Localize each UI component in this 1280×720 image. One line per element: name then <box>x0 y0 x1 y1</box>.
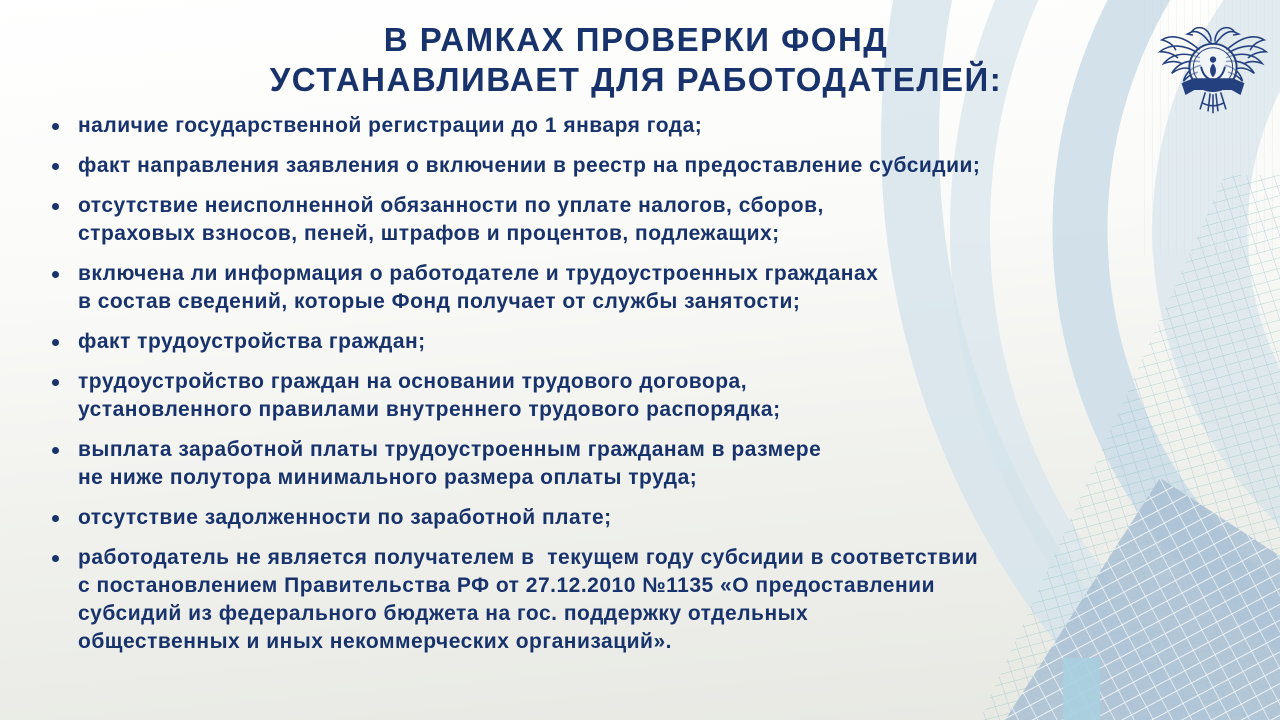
bullet-line: факт трудоустройства граждан; <box>78 330 426 353</box>
light-blue-bar <box>1063 658 1100 720</box>
bullet-line: отсутствие неисполненной обязанности по уплате налогов, сборов, <box>78 194 824 217</box>
bullet-line: трудоустройство граждан на основании трудового договора, <box>78 370 748 393</box>
bullet-line: выплата заработной платы трудоустроенным гражданам в размере <box>78 438 822 461</box>
bullet-line: отсутствие задолженности по заработной плате; <box>78 506 612 529</box>
bullet-line: включена ли информация о работодателе и трудоустроенных гражданах <box>78 262 879 285</box>
bullet-dot <box>52 163 59 170</box>
list-item <box>52 192 980 248</box>
list-item <box>52 544 980 656</box>
bullet-dot <box>52 203 59 210</box>
bullet-list <box>52 112 980 668</box>
list-item <box>52 152 980 180</box>
bullet-dot <box>52 515 59 522</box>
list-item <box>52 504 980 532</box>
bullet-line: не ниже полутора минимального размера оплаты труда; <box>78 466 698 489</box>
slide-title <box>16 20 1256 99</box>
bullet-dot <box>52 339 59 346</box>
bullet-line: установленного правилами внутреннего трудового распорядка; <box>78 398 781 421</box>
bullet-line: с постановлением Правительства РФ от 27.12.2010 №1135 «О предоставлении <box>78 574 935 597</box>
bullet-line: субсидий из федерального бюджета на гос. поддержку отдельных <box>78 602 809 625</box>
bullet-line: страховых взносов, пеней, штрафов и процентов, подлежащих; <box>78 222 780 245</box>
bullet-dot <box>52 271 59 278</box>
list-item <box>52 260 980 316</box>
list-item <box>52 112 980 140</box>
slide-title-line: В РАМКАХ ПРОВЕРКИ ФОНД <box>383 21 889 58</box>
bullet-dot <box>52 123 59 130</box>
slide-title-line: УСТАНАВЛИВАЕТ ДЛЯ РАБОТОДАТЕЛЕЙ: <box>269 60 1003 98</box>
bullet-line: наличие государственной регистрации до 1 января года; <box>78 114 703 137</box>
bullet-line: факт направления заявления о включении в реестр на предоставление субсидии; <box>78 154 981 177</box>
list-item <box>52 436 980 492</box>
bullet-dot <box>52 379 59 386</box>
bullet-dot <box>52 555 59 562</box>
bullet-dot <box>52 447 59 454</box>
bullet-line: работодатель не является получателем в текущем году субсидии в соответствии <box>78 546 979 569</box>
bullet-line: в состав сведений, которые Фонд получает от службы занятости; <box>78 290 801 313</box>
list-item <box>52 328 980 356</box>
list-item <box>52 368 980 424</box>
bullet-line: общественных и иных некоммерческих организаций». <box>78 630 672 653</box>
